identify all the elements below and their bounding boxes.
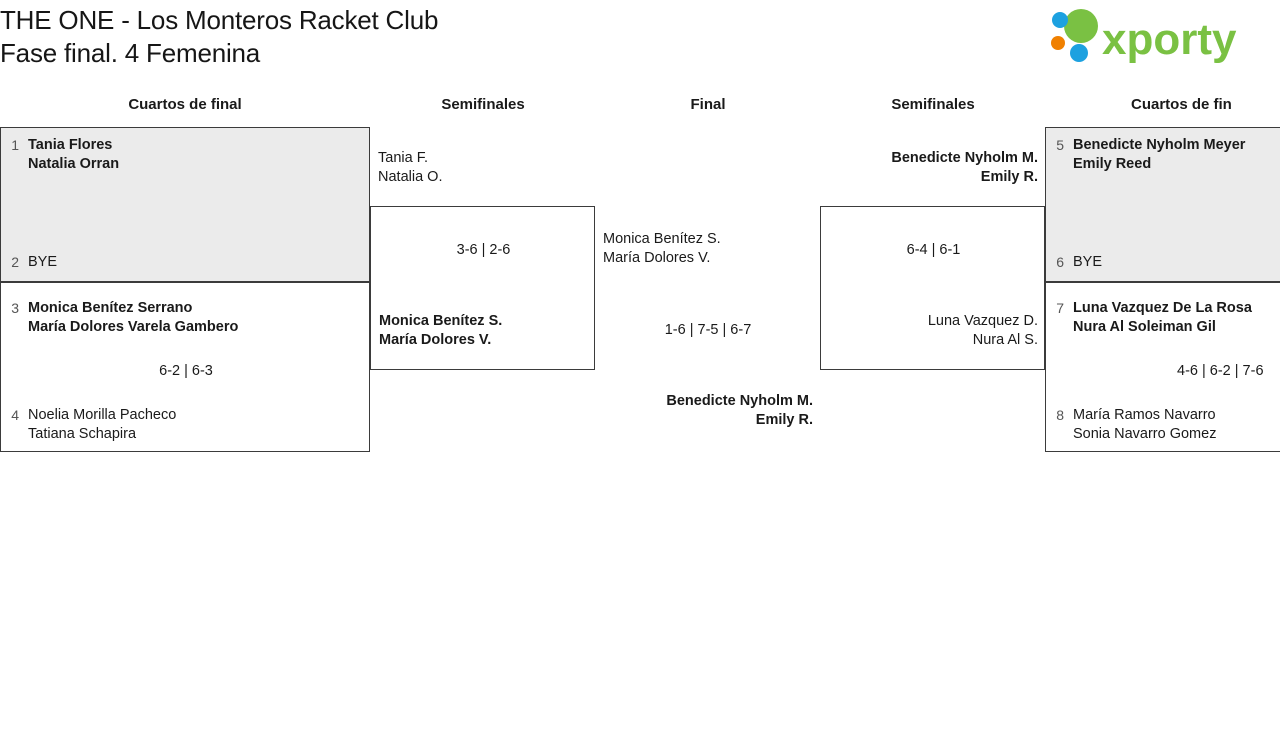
seed-number: 2: [11, 254, 19, 270]
column-header-final: Final: [690, 96, 726, 113]
match-left-qf-2[interactable]: [0, 282, 370, 452]
player-name: Benedicte Nyholm M.: [666, 393, 813, 409]
player-name: Tania F.: [378, 150, 428, 166]
player-name: Noelia Morilla Pacheco: [28, 407, 177, 423]
team-entry[interactable]: [1052, 253, 1102, 272]
page-title: [0, 0, 438, 70]
team-names: [28, 136, 119, 174]
team-names: [1073, 406, 1216, 444]
column-header-left-quarters: Cuartos de final: [128, 96, 242, 113]
final-bottom-team[interactable]: [603, 392, 813, 430]
team-entry[interactable]: [7, 406, 176, 444]
team-names: [28, 299, 238, 337]
match-score: 4-6 | 6-2 | 7-6: [1177, 363, 1264, 379]
xporty-logo[interactable]: [1046, 6, 1276, 68]
left-semi-top-team[interactable]: [378, 149, 442, 187]
team-entry[interactable]: [7, 299, 238, 337]
seed-number: 7: [1056, 300, 1064, 316]
player-name: Monica Benítez Serrano: [28, 300, 193, 316]
player-name: Luna Vazquez D.: [927, 313, 1038, 329]
match-left-qf-1[interactable]: [0, 127, 370, 282]
team-names: [28, 253, 57, 272]
match-right-qf-2[interactable]: [1045, 282, 1280, 452]
player-name: Benedicte Nyholm M.: [891, 150, 1038, 166]
player-name: Natalia O.: [378, 169, 443, 185]
final-top-team[interactable]: [603, 230, 721, 268]
seed-number: 5: [1056, 137, 1064, 153]
team-names: [1073, 299, 1252, 337]
match-score: 6-2 | 6-3: [159, 363, 213, 379]
match-left-semifinal[interactable]: [370, 206, 595, 370]
team-entry[interactable]: [1052, 299, 1252, 337]
player-name: Monica Benítez S.: [603, 231, 721, 247]
right-semi-bottom-team[interactable]: [821, 312, 1038, 350]
player-name: Emily R.: [755, 412, 813, 428]
seed-number: 1: [11, 137, 19, 153]
player-name: Emily R.: [980, 169, 1038, 185]
team-names: [28, 406, 176, 444]
player-name: Nura Al S.: [972, 332, 1038, 348]
right-semi-top-team[interactable]: [845, 149, 1038, 187]
match-right-qf-1[interactable]: [1045, 127, 1280, 282]
player-name: María Dolores Varela Gambero: [28, 319, 239, 335]
player-name: Natalia Orran: [28, 156, 120, 172]
player-name: BYE: [28, 254, 58, 270]
seed-number: 3: [11, 300, 19, 316]
team-names: [1073, 136, 1245, 174]
player-name: María Dolores V.: [603, 250, 711, 266]
team-names: [1073, 253, 1102, 272]
column-header-left-semis: Semifinales: [441, 96, 525, 113]
match-score: 3-6 | 2-6: [456, 242, 511, 258]
column-header-right-quarters: Cuartos de fin: [1131, 96, 1232, 113]
team-entry[interactable]: [1052, 406, 1216, 444]
seed-number: 8: [1056, 407, 1064, 423]
player-name: BYE: [1073, 254, 1103, 270]
match-right-semifinal[interactable]: [820, 206, 1045, 370]
team-entry[interactable]: [7, 253, 57, 272]
phase-name: Fase final. 4 Femenina: [0, 38, 261, 68]
player-name: Luna Vazquez De La Rosa: [1073, 300, 1252, 316]
player-name: Emily Reed: [1073, 156, 1152, 172]
player-name: María Dolores V.: [379, 332, 492, 348]
player-name: Tania Flores: [28, 137, 113, 153]
match-score: 6-4 | 6-1: [906, 242, 961, 258]
player-name: Tatiana Schapira: [28, 426, 137, 442]
team-entry[interactable]: [1052, 136, 1245, 174]
team-entry[interactable]: [7, 136, 119, 174]
tournament-name: THE ONE - Los Monteros Racket Club: [0, 5, 439, 35]
player-name: Sonia Navarro Gomez: [1073, 426, 1217, 442]
player-name: María Ramos Navarro: [1073, 407, 1216, 423]
column-header-right-semis: Semifinales: [891, 96, 975, 113]
seed-number: 4: [11, 407, 19, 423]
player-name: Benedicte Nyholm Meyer: [1073, 137, 1246, 153]
player-name: Monica Benítez S.: [379, 313, 503, 329]
player-name: Nura Al Soleiman Gil: [1073, 319, 1216, 335]
svg-text:xporty: xporty: [1102, 15, 1237, 64]
left-semi-bottom-team[interactable]: [379, 312, 502, 350]
seed-number: 6: [1056, 254, 1064, 270]
final-score: 1-6 | 7-5 | 6-7: [664, 322, 752, 338]
